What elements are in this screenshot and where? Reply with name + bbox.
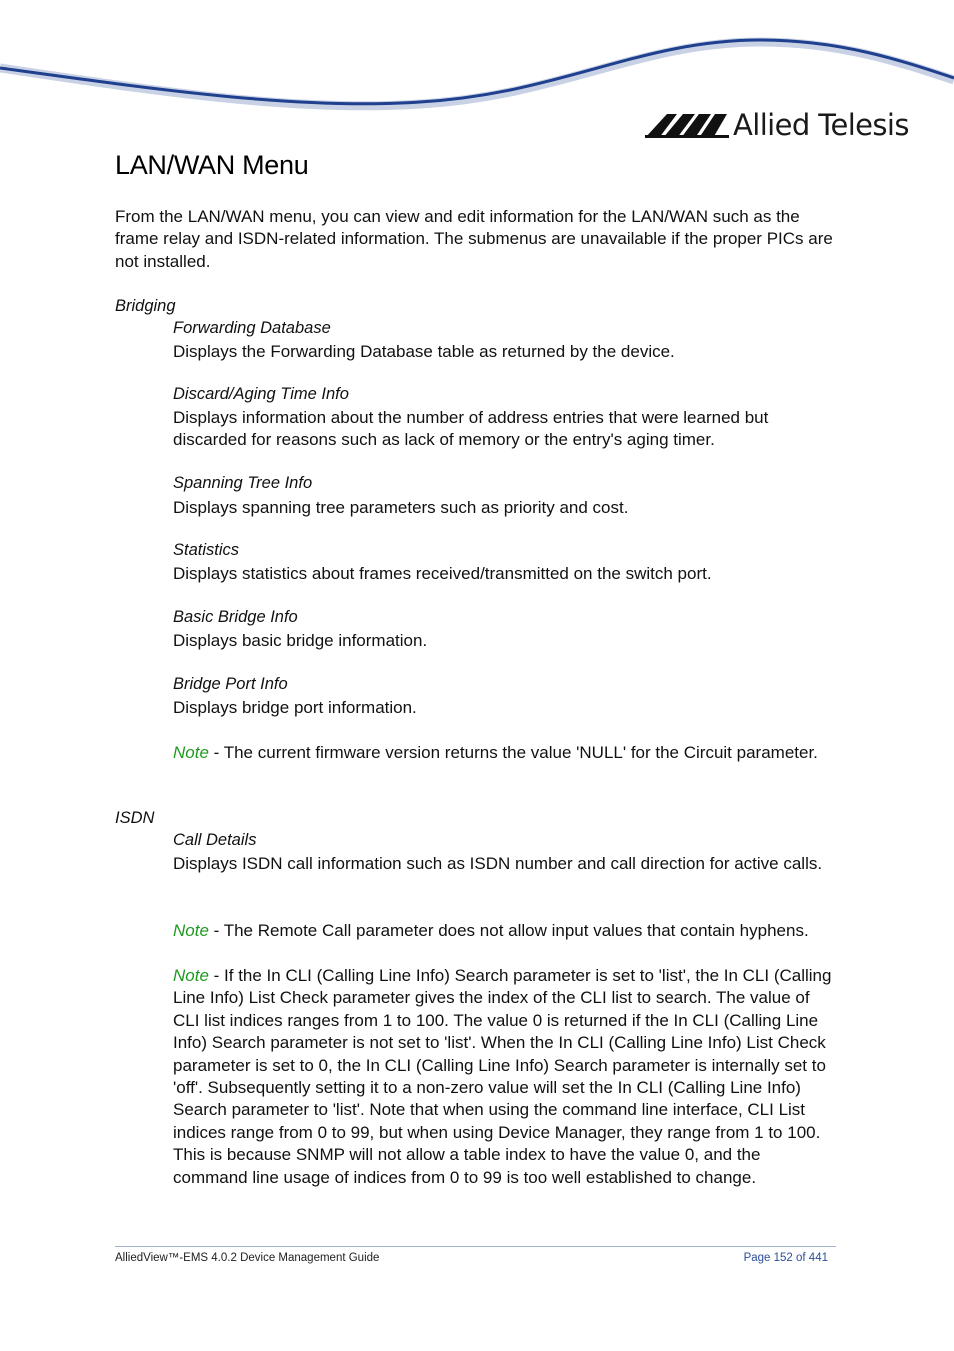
item-title-call-details: Call Details [173,831,257,849]
item-desc-call-details: Displays ISDN call information such as ISDN number and call direction for active calls. [173,854,823,873]
item-title-statistics: Statistics [173,541,240,559]
note-text: - The Remote Call parameter does not allow input values that contain hyphens. [208,921,809,940]
item-title-basic-bridge: Basic Bridge Info [173,608,298,626]
section-title-bridging: Bridging [115,297,176,315]
item-title-discard-aging: Discard/Aging Time Info [173,385,349,403]
item-desc-statistics: Displays statistics about frames received/transmitted on the switch port. [173,564,712,583]
note-isdn-cli-search [173,965,838,1189]
allied-telesis-mark-icon [645,108,729,142]
footer-document-title: AlliedView™-EMS 4.0.2 Device Management Guide [115,1252,380,1264]
intro-paragraph: From the LAN/WAN menu, you can view and edit information for the LAN/WAN such as the frame relay and ISDN-related information. The submenus are unavailable if the proper PICs are not installed. [115,207,833,271]
item-desc-spanning-tree: Displays spanning tree parameters such as priority and cost. [173,498,629,517]
item-desc-discard-aging: Displays information about the number of address entries that were learned but discarded for reasons such as lack of memory or the entry's aging timer. [173,408,769,450]
allied-telesis-logo [645,108,909,146]
item-title-spanning-tree: Spanning Tree Info [173,474,313,492]
item-desc-bridge-port: Displays bridge port information. [173,698,417,717]
note-text: - If the In CLI (Calling Line Info) Search parameter is set to 'list', the In CLI (Calling Line Info) List Check parameter gives the index of the CLI list to search. The value of CLI list indices ranges from 1 to 100. The value 0 is returned if the In CLI (Calling Line Info) Search parameter is not set to 'list'. When the In CLI (Calling Line Info) List Check parameter is set to 0, the In CLI (Calling Line Info) Search parameter is internally set to 'off'. Subsequently setting it to a non-zero value will set the In CLI (Calling Line Info) Search parameter to 'list'. Note that when using the command line interface, CLI List indices range from 0 to 99, but when using Device Manager, they range from 1 to 100. This is because SNMP will not allow a table index to have the value 0, and the command line usage of indices from 0 to 99 is too well established to change. [173,966,832,1187]
section-title-isdn: ISDN [115,809,155,827]
page-title: LAN/WAN Menu [115,150,309,180]
footer-page-number: Page 152 of 441 [743,1252,828,1264]
note-label: Note [173,743,209,762]
footer-divider [115,1246,836,1247]
item-title-forwarding-database: Forwarding Database [173,319,331,337]
note-text: - The current firmware version returns the value 'NULL' for the Circuit parameter. [208,743,818,762]
note-isdn-remote-call [173,920,853,942]
logo-wordmark: Allied Telesis [733,108,909,142]
note-label: Note [173,966,209,985]
note-bridging-circuit [173,742,838,764]
item-desc-basic-bridge: Displays basic bridge information. [173,631,428,650]
item-title-bridge-port: Bridge Port Info [173,675,288,693]
item-desc-forwarding-database: Displays the Forwarding Database table as returned by the device. [173,342,675,361]
note-label: Note [173,921,209,940]
